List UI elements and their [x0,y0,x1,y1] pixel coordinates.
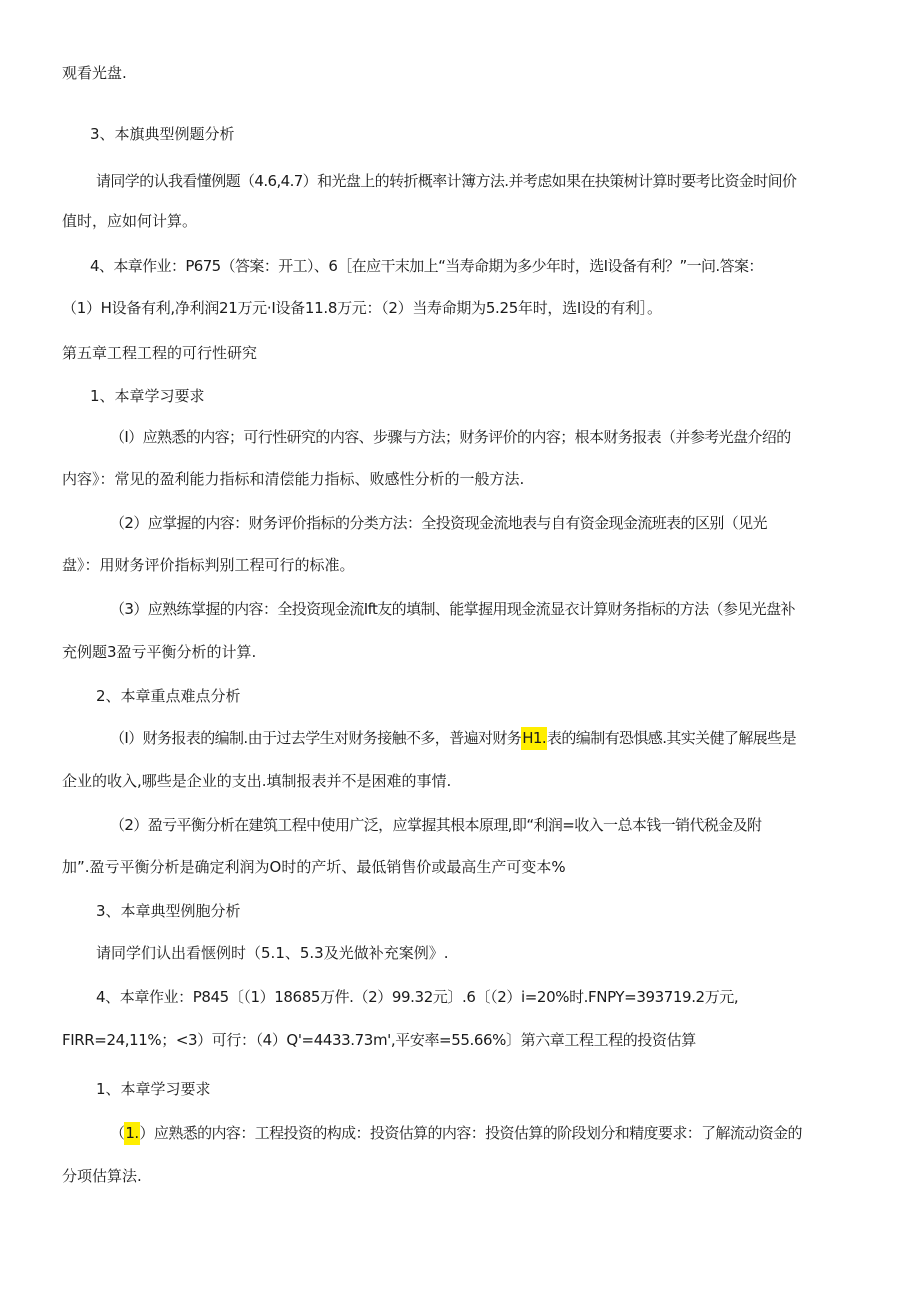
chapter-title: 第五章工程工程的可行性研究 [62,344,258,362]
highlighted-text: 1. [124,1122,139,1145]
text-segment: ）应熟悉的内容：工程投资的构成：投资估算的内容：投资估算的阶段划分和精度要求：了解流动资金的 [139,1124,802,1142]
highlighted-text: H1. [521,727,547,750]
paragraph-line-with-highlight [110,728,796,748]
paragraph-line: 盘》：用财务评价指标判别工程可行的标准。 [62,556,355,574]
homework-line: 4、本章作业：P675（答案：开工）、6［在应干末加上“当寿命期为多少年时，选I设备有利？”一问.答案： [90,257,763,275]
paragraph-line: 分项估算法. [62,1167,142,1185]
section-heading-typical-examples: 3、本旗典型例题分析 [90,125,235,143]
section-heading: 1、本章学习要求 [90,387,205,405]
paragraph-line-with-highlight [110,1123,802,1143]
paragraph-line: （3）应熟练掌握的内容：全投资现金流Ift友的填制、能掌握用现金流显衣计算财务指标的方法（参见光盘补 [110,600,795,618]
paragraph-line: （I）应熟悉的内容；可行性研究的内容、步骤与方法；财务评价的内容；根本财务报表（并参考光盘介绍的 [110,428,791,446]
section-heading: 3、本章典型例胞分析 [96,902,241,920]
text-segment: 表的编制有恐惧感.其实关健了解展些是 [547,729,796,747]
paragraph-line: （2）应掌握的内容：财务评价指标的分类方法：全投资现金流地表与自有资金现金流班表的区别（见光 [110,514,767,532]
section-heading: 1、本章学习要求 [96,1080,211,1098]
homework-line: FIRR=24,11%；<3）可行：（4）Q'=4433.73m',平安率=55.66%〕第六章工程工程的投资估算 [62,1031,696,1049]
paragraph-line: 内容》：常见的盈利能力指标和清偿能力指标、败感性分析的一般方法. [62,470,525,488]
line-watch-disc: 观看光盘. [62,64,127,82]
paragraph-line: 企业的收入,哪些是企业的支出.填制报表并不是困难的事情. [62,772,452,790]
paragraph-line: 充例题3盈亏平衡分析的计算. [62,643,257,661]
paragraph-line: （2）盈亏平衡分析在建筑工程中使用广泛，应掌握其根本原理,即“利润=收入一总本钱一销代税金及附 [110,816,762,834]
text-segment: （I）财务报表的编制.由于过去学生对财务接触不多，普遍对财务 [110,729,522,747]
paragraph-line: 请同学的认我看懂例题（4.6,4.7）和光盘上的转折概率计簿方法.并考虑如果在抉策树计算时要考比资金时间价 [96,172,797,190]
homework-line: （1）H设备有利,净利润21万元·I设备11.8万元：（2）当寿命期为5.25年时，选I设的有利］。 [62,299,662,317]
section-heading: 2、本章重点难点分析 [96,687,241,705]
text-segment: （ [110,1124,125,1142]
homework-line: 4、本章作业：P845〔（1）18685万件.（2）99.32元〕.6〔（2）i=20%时.FNPY=393719.2万元, [96,988,739,1006]
paragraph-line: 加”.盈亏平衡分析是确定利润为O时的产圻、最低销售价或最高生产可变本% [62,858,566,876]
paragraph-line: 请同学们认出看惬例时（5.1、5.3及光做补充案例》. [96,944,449,962]
paragraph-line: 值时，应如何计算。 [62,212,198,230]
